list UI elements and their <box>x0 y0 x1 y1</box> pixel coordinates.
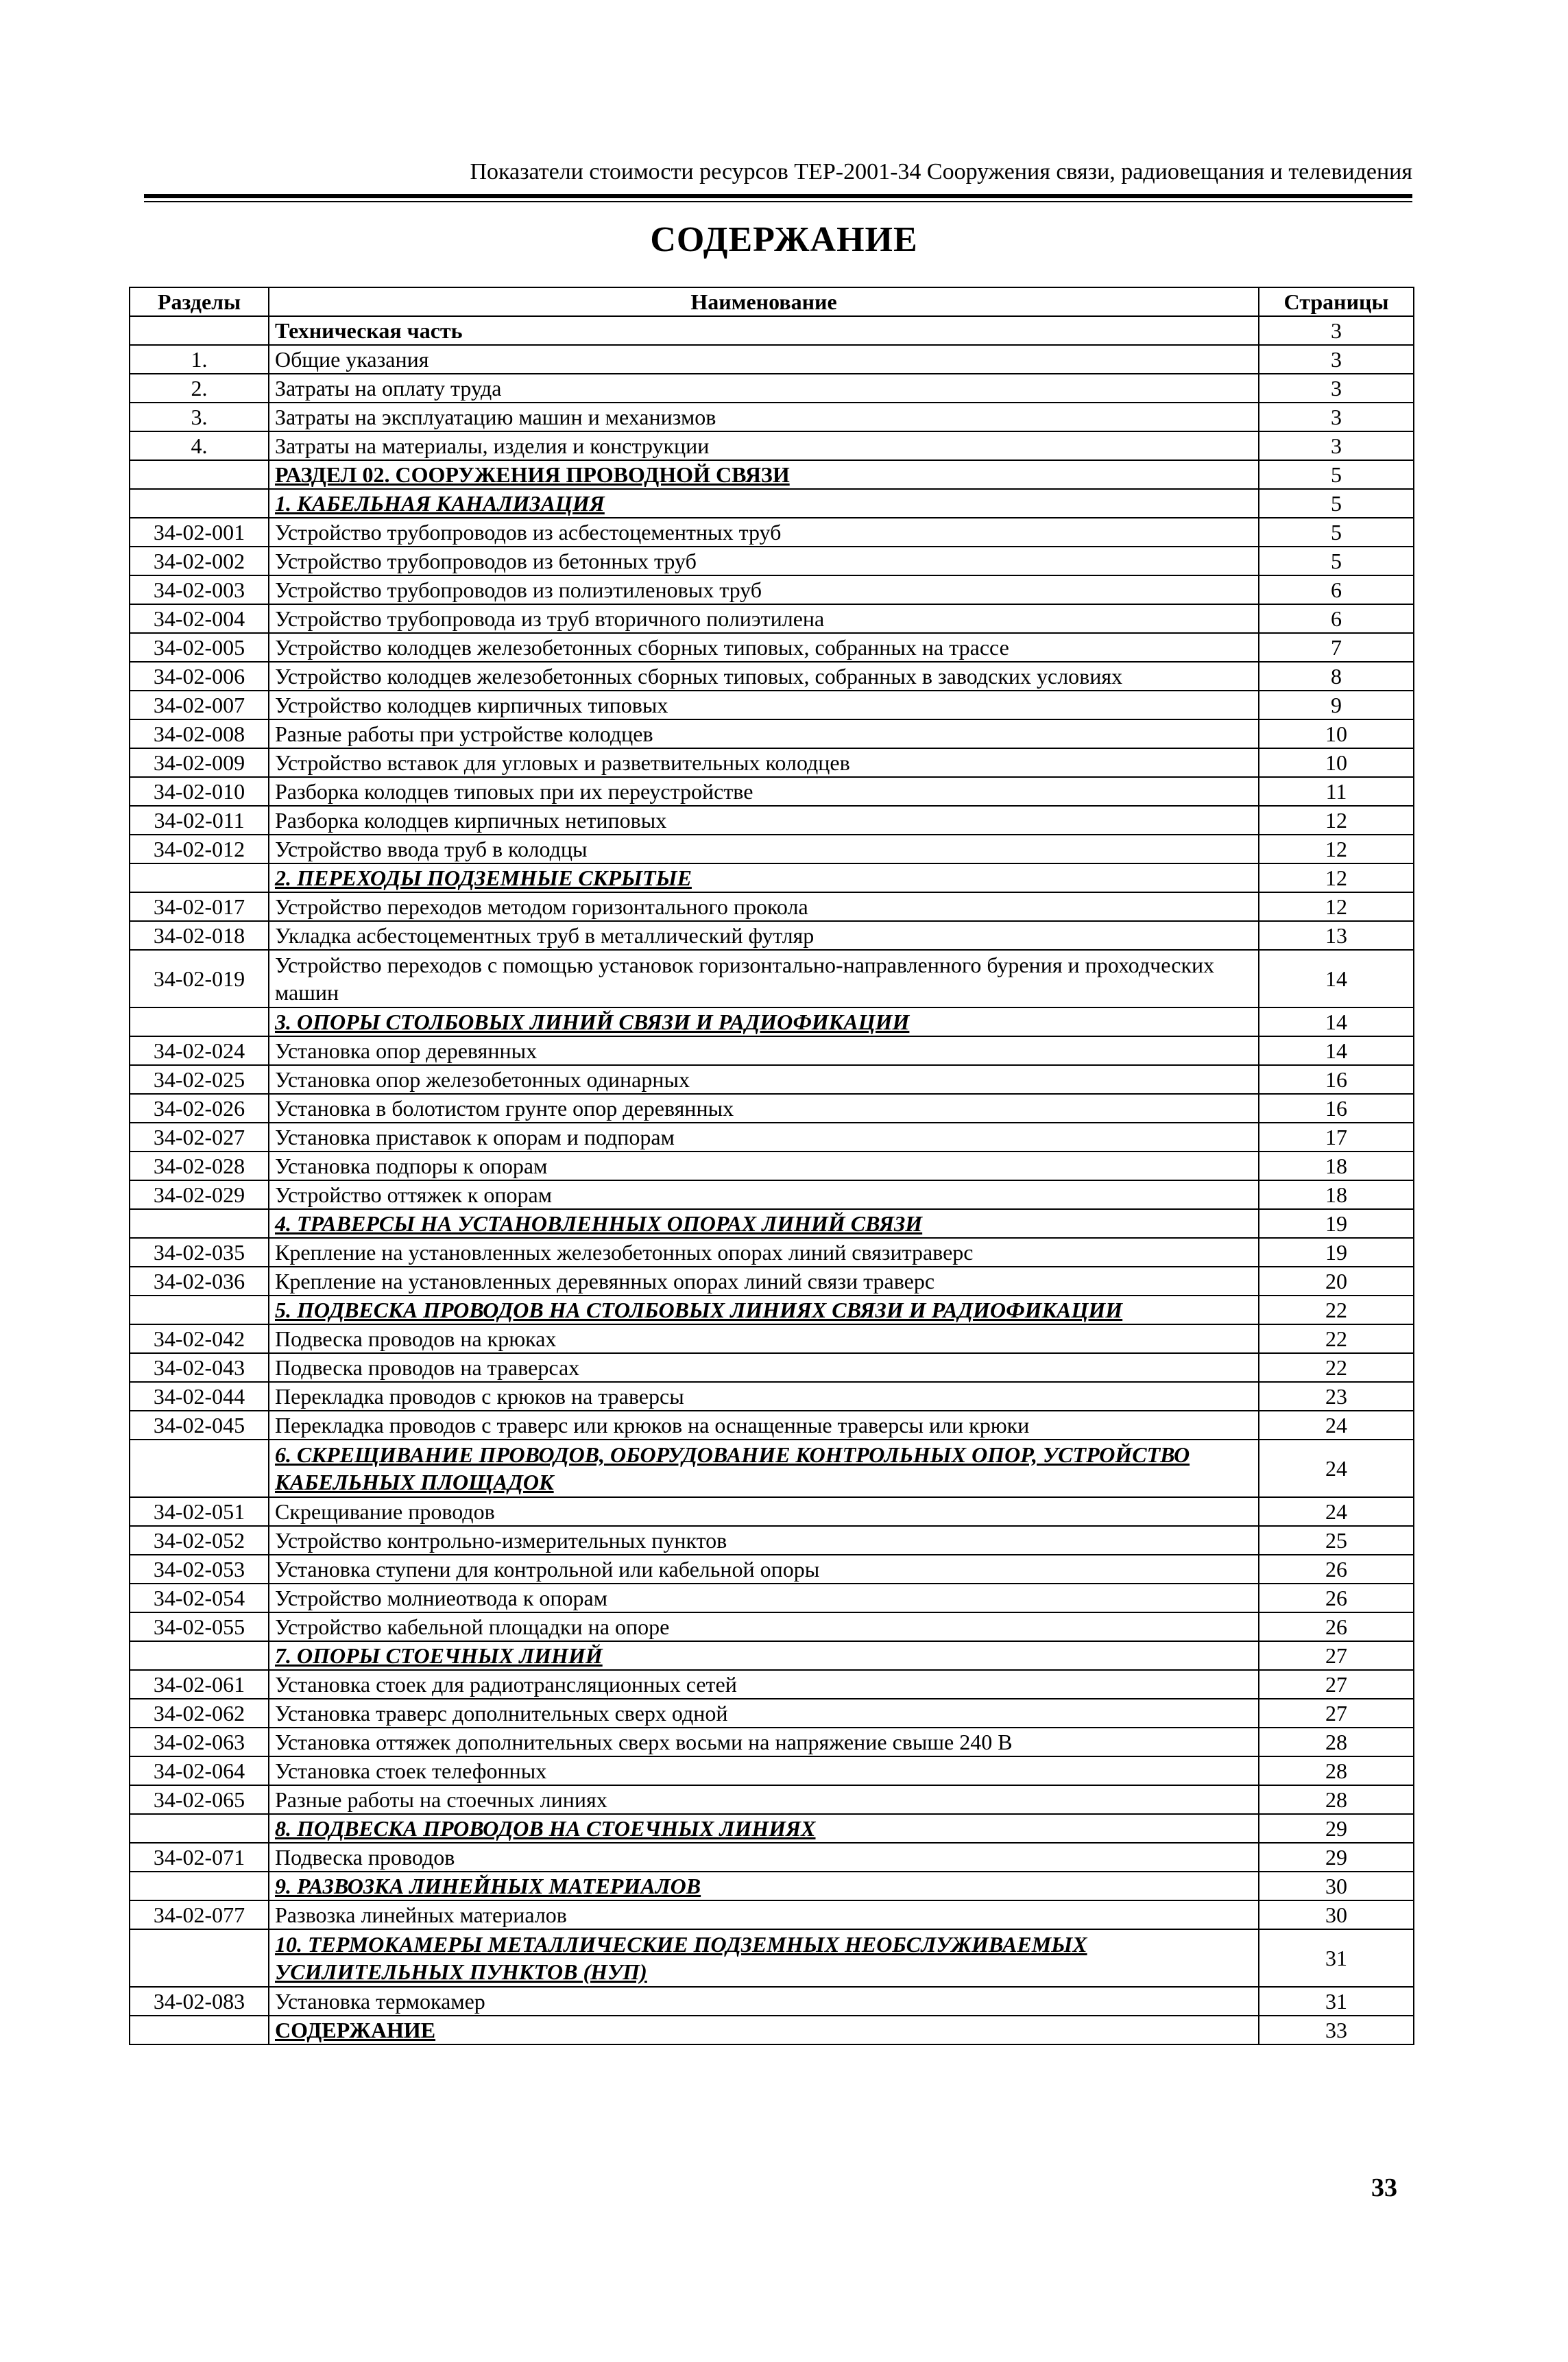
section-code-cell: 34-02-007 <box>130 691 269 719</box>
section-name-cell: Установка опор железобетонных одинарных <box>269 1065 1259 1094</box>
page-number-cell: 17 <box>1259 1123 1414 1152</box>
section-code-cell: 34-02-029 <box>130 1180 269 1209</box>
page-number-cell: 10 <box>1259 719 1414 748</box>
section-name-cell: Установка траверс дополнительных сверх одной <box>269 1699 1259 1728</box>
section-name-cell: Устройство оттяжек к опорам <box>269 1180 1259 1209</box>
section-name-cell: 9. РАЗВОЗКА ЛИНЕЙНЫХ МАТЕРИАЛОВ <box>269 1872 1259 1900</box>
section-code-cell: 34-02-044 <box>130 1382 269 1411</box>
table-row <box>130 1584 1414 1612</box>
section-name-cell: 2. ПЕРЕХОДЫ ПОДЗЕМНЫЕ СКРЫТЫЕ <box>269 863 1259 892</box>
header-rule-thin <box>144 201 1412 202</box>
section-name-cell: Техническая часть <box>269 316 1259 345</box>
page-number-cell: 27 <box>1259 1641 1414 1670</box>
section-code-cell: 34-02-028 <box>130 1152 269 1180</box>
page-number-cell: 27 <box>1259 1699 1414 1728</box>
section-name-cell: Крепление на установленных железобетонных опорах линий связитраверс <box>269 1238 1259 1267</box>
section-code-cell: 34-02-001 <box>130 518 269 547</box>
section-code-cell: 34-02-025 <box>130 1065 269 1094</box>
section-code-cell <box>130 1296 269 1324</box>
page-number-cell: 5 <box>1259 460 1414 489</box>
page-number: 33 <box>1371 2173 1397 2202</box>
page-number-cell: 14 <box>1259 1007 1414 1036</box>
page-number-cell: 24 <box>1259 1497 1414 1526</box>
page-number-cell: 12 <box>1259 806 1414 835</box>
column-header-pages: Страницы <box>1259 287 1414 316</box>
section-code-cell <box>130 1814 269 1843</box>
page-number-cell: 25 <box>1259 1526 1414 1555</box>
section-name-cell: Установка ступени для контрольной или кабельной опоры <box>269 1555 1259 1584</box>
section-code-cell <box>130 1440 269 1497</box>
table-row <box>130 719 1414 748</box>
section-code-cell: 34-02-024 <box>130 1036 269 1065</box>
section-code-cell: 34-02-063 <box>130 1728 269 1756</box>
section-code-cell: 34-02-052 <box>130 1526 269 1555</box>
section-code-cell: 34-02-009 <box>130 748 269 777</box>
section-code-cell <box>130 2016 269 2044</box>
table-row <box>130 575 1414 604</box>
running-header: Показатели стоимости ресурсов ТЕР-2001-34 Сооружения связи, радиовещания и телевидения <box>470 159 1412 184</box>
table-body <box>130 316 1414 2044</box>
section-name-cell: Устройство трубопроводов из асбестоцементных труб <box>269 518 1259 547</box>
section-code-cell: 34-02-018 <box>130 921 269 950</box>
page-number-cell: 19 <box>1259 1209 1414 1238</box>
section-code-cell: 2. <box>130 374 269 403</box>
table-row <box>130 2016 1414 2044</box>
table-row <box>130 662 1414 691</box>
table-row <box>130 1411 1414 1440</box>
section-code-cell: 34-02-008 <box>130 719 269 748</box>
section-name-cell: Установка стоек для радиотрансляционных сетей <box>269 1670 1259 1699</box>
table-row <box>130 403 1414 431</box>
table-row <box>130 892 1414 921</box>
page-number-cell: 33 <box>1259 2016 1414 2044</box>
table-row <box>130 1699 1414 1728</box>
section-name-cell: Устройство трубопроводов из полиэтиленовых труб <box>269 575 1259 604</box>
section-code-cell: 34-02-051 <box>130 1497 269 1526</box>
section-code-cell <box>130 1929 269 1987</box>
section-name-cell: СОДЕРЖАНИЕ <box>269 2016 1259 2044</box>
table-row <box>130 1612 1414 1641</box>
section-code-cell <box>130 460 269 489</box>
section-name-cell: Подвеска проводов <box>269 1843 1259 1872</box>
section-code-cell: 34-02-071 <box>130 1843 269 1872</box>
section-name-cell: Развозка линейных материалов <box>269 1900 1259 1929</box>
section-code-cell <box>130 1641 269 1670</box>
section-code-cell: 34-02-064 <box>130 1756 269 1785</box>
section-name-cell: Устройство колодцев кирпичных типовых <box>269 691 1259 719</box>
table-row <box>130 1670 1414 1699</box>
page-number-cell: 13 <box>1259 921 1414 950</box>
page-number-cell: 26 <box>1259 1584 1414 1612</box>
table-row <box>130 316 1414 345</box>
section-name-cell: Устройство кабельной площадки на опоре <box>269 1612 1259 1641</box>
page-number-cell: 6 <box>1259 604 1414 633</box>
table-row <box>130 1036 1414 1065</box>
section-name-cell: Затраты на эксплуатацию машин и механизмов <box>269 403 1259 431</box>
section-code-cell: 34-02-017 <box>130 892 269 921</box>
section-name-cell: Установка оттяжек дополнительных сверх восьми на напряжение свыше 240 В <box>269 1728 1259 1756</box>
section-code-cell: 34-02-045 <box>130 1411 269 1440</box>
table-row <box>130 1526 1414 1555</box>
page-number-cell: 26 <box>1259 1612 1414 1641</box>
page-number-cell: 5 <box>1259 489 1414 518</box>
section-name-cell: Устройство переходов методом горизонтального прокола <box>269 892 1259 921</box>
table-row <box>130 1872 1414 1900</box>
page-number-cell: 9 <box>1259 691 1414 719</box>
section-name-cell: Устройство молниеотвода к опорам <box>269 1584 1259 1612</box>
section-code-cell: 34-02-061 <box>130 1670 269 1699</box>
page-number-cell: 28 <box>1259 1756 1414 1785</box>
page-number-cell: 22 <box>1259 1324 1414 1353</box>
page-number-cell: 12 <box>1259 892 1414 921</box>
page-number-cell: 28 <box>1259 1728 1414 1756</box>
section-name-cell: Установка опор деревянных <box>269 1036 1259 1065</box>
section-code-cell: 34-02-043 <box>130 1353 269 1382</box>
page-number-cell: 24 <box>1259 1411 1414 1440</box>
section-code-cell: 34-02-062 <box>130 1699 269 1728</box>
section-name-cell: РАЗДЕЛ 02. СООРУЖЕНИЯ ПРОВОДНОЙ СВЯЗИ <box>269 460 1259 489</box>
table-row <box>130 1929 1414 1987</box>
table-row <box>130 691 1414 719</box>
page-number-cell: 18 <box>1259 1152 1414 1180</box>
section-code-cell <box>130 316 269 345</box>
section-code-cell: 34-02-042 <box>130 1324 269 1353</box>
table-row <box>130 748 1414 777</box>
section-name-cell: Установка в болотистом грунте опор деревянных <box>269 1094 1259 1123</box>
page-number-cell: 26 <box>1259 1555 1414 1584</box>
section-code-cell <box>130 1209 269 1238</box>
section-code-cell: 34-02-006 <box>130 662 269 691</box>
section-name-cell: Установка термокамер <box>269 1987 1259 2016</box>
table-row <box>130 1728 1414 1756</box>
table-row <box>130 863 1414 892</box>
section-code-cell: 1. <box>130 345 269 374</box>
table-row <box>130 1900 1414 1929</box>
table-row <box>130 806 1414 835</box>
page-number-cell: 14 <box>1259 950 1414 1007</box>
column-header-sections: Разделы <box>130 287 269 316</box>
table-row <box>130 1555 1414 1584</box>
section-name-cell: Скрещивание проводов <box>269 1497 1259 1526</box>
table-row <box>130 547 1414 575</box>
table-row <box>130 460 1414 489</box>
page-number-cell: 6 <box>1259 575 1414 604</box>
page-title: СОДЕРЖАНИЕ <box>650 220 918 259</box>
section-name-cell: Подвеска проводов на крюках <box>269 1324 1259 1353</box>
page-number-cell: 29 <box>1259 1843 1414 1872</box>
section-name-cell: Устройство трубопровода из труб вторичного полиэтилена <box>269 604 1259 633</box>
section-code-cell: 34-02-005 <box>130 633 269 662</box>
table-row <box>130 921 1414 950</box>
table-row <box>130 1065 1414 1094</box>
table-row <box>130 1094 1414 1123</box>
section-code-cell: 34-02-035 <box>130 1238 269 1267</box>
page-number-cell: 5 <box>1259 518 1414 547</box>
table-row <box>130 1756 1414 1785</box>
page-number-cell: 30 <box>1259 1872 1414 1900</box>
table-row <box>130 950 1414 1007</box>
section-name-cell: 1. КАБЕЛЬНАЯ КАНАЛИЗАЦИЯ <box>269 489 1259 518</box>
section-name-cell: Устройство вставок для угловых и разветвительных колодцев <box>269 748 1259 777</box>
page-number-cell: 10 <box>1259 748 1414 777</box>
table-row <box>130 374 1414 403</box>
section-name-cell: Устройство трубопроводов из бетонных труб <box>269 547 1259 575</box>
section-name-cell: Разборка колодцев кирпичных нетиповых <box>269 806 1259 835</box>
section-name-cell: Установка подпоры к опорам <box>269 1152 1259 1180</box>
page-number-cell: 22 <box>1259 1353 1414 1382</box>
table-row <box>130 1814 1414 1843</box>
section-name-cell: Затраты на материалы, изделия и конструкции <box>269 431 1259 460</box>
page-number-cell: 27 <box>1259 1670 1414 1699</box>
column-header-name: Наименование <box>269 287 1259 316</box>
section-code-cell: 34-02-054 <box>130 1584 269 1612</box>
section-code-cell: 34-02-011 <box>130 806 269 835</box>
section-code-cell: 34-02-012 <box>130 835 269 863</box>
section-name-cell: Разборка колодцев типовых при их переустройстве <box>269 777 1259 806</box>
section-name-cell: 8. ПОДВЕСКА ПРОВОДОВ НА СТОЕЧНЫХ ЛИНИЯХ <box>269 1814 1259 1843</box>
section-code-cell: 34-02-019 <box>130 950 269 1007</box>
section-name-cell: Общие указания <box>269 345 1259 374</box>
page-number-cell: 20 <box>1259 1267 1414 1296</box>
page-number-cell: 24 <box>1259 1440 1414 1497</box>
table-row <box>130 604 1414 633</box>
table-row <box>130 1267 1414 1296</box>
section-name-cell: Установка стоек телефонных <box>269 1756 1259 1785</box>
section-code-cell: 34-02-083 <box>130 1987 269 2016</box>
page-number-cell: 11 <box>1259 777 1414 806</box>
table-row <box>130 1180 1414 1209</box>
section-code-cell: 34-02-004 <box>130 604 269 633</box>
page-number-cell: 30 <box>1259 1900 1414 1929</box>
page-number-cell: 14 <box>1259 1036 1414 1065</box>
table-row <box>130 1238 1414 1267</box>
section-name-cell: Разные работы на стоечных линиях <box>269 1785 1259 1814</box>
section-code-cell: 34-02-003 <box>130 575 269 604</box>
table-row <box>130 1296 1414 1324</box>
section-code-cell: 34-02-026 <box>130 1094 269 1123</box>
page-number-cell: 3 <box>1259 403 1414 431</box>
section-name-cell: 10. ТЕРМОКАМЕРЫ МЕТАЛЛИЧЕСКИЕ ПОДЗЕМНЫХ НЕОБСЛУЖИВАЕМЫХ УСИЛИТЕЛЬНЫХ ПУНКТОВ (НУП) <box>269 1929 1259 1987</box>
table-row <box>130 1324 1414 1353</box>
table-row <box>130 489 1414 518</box>
page-number-cell: 12 <box>1259 835 1414 863</box>
page-number-cell: 3 <box>1259 374 1414 403</box>
section-name-cell: Устройство ввода труб в колодцы <box>269 835 1259 863</box>
header-rule-thick <box>144 194 1412 198</box>
section-name-cell: 7. ОПОРЫ СТОЕЧНЫХ ЛИНИЙ <box>269 1641 1259 1670</box>
table-header-row <box>130 287 1414 316</box>
section-code-cell: 34-02-027 <box>130 1123 269 1152</box>
page-number-cell: 19 <box>1259 1238 1414 1267</box>
page-number-cell: 7 <box>1259 633 1414 662</box>
section-name-cell: 3. ОПОРЫ СТОЛБОВЫХ ЛИНИЙ СВЯЗИ И РАДИОФИКАЦИИ <box>269 1007 1259 1036</box>
page-number-cell: 31 <box>1259 1987 1414 2016</box>
section-code-cell: 3. <box>130 403 269 431</box>
section-name-cell: 4. ТРАВЕРСЫ НА УСТАНОВЛЕННЫХ ОПОРАХ ЛИНИЙ СВЯЗИ <box>269 1209 1259 1238</box>
section-code-cell: 34-02-055 <box>130 1612 269 1641</box>
page-number-cell: 18 <box>1259 1180 1414 1209</box>
section-code-cell: 34-02-010 <box>130 777 269 806</box>
section-name-cell: Подвеска проводов на траверсах <box>269 1353 1259 1382</box>
contents-table <box>129 287 1414 2045</box>
section-name-cell: Укладка асбестоцементных труб в металлический футляр <box>269 921 1259 950</box>
section-code-cell: 4. <box>130 431 269 460</box>
page-number-cell: 31 <box>1259 1929 1414 1987</box>
section-code-cell <box>130 489 269 518</box>
table-row <box>130 518 1414 547</box>
section-name-cell: Разные работы при устройстве колодцев <box>269 719 1259 748</box>
page-number-cell: 16 <box>1259 1065 1414 1094</box>
section-name-cell: Установка приставок к опорам и подпорам <box>269 1123 1259 1152</box>
table-row <box>130 1987 1414 2016</box>
table-row <box>130 1843 1414 1872</box>
table-row <box>130 1785 1414 1814</box>
section-code-cell: 34-02-077 <box>130 1900 269 1929</box>
table-row <box>130 1123 1414 1152</box>
table-row <box>130 1382 1414 1411</box>
table-row <box>130 345 1414 374</box>
section-code-cell: 34-02-002 <box>130 547 269 575</box>
table-row <box>130 431 1414 460</box>
section-name-cell: Затраты на оплату труда <box>269 374 1259 403</box>
table-row <box>130 1152 1414 1180</box>
table-row <box>130 1497 1414 1526</box>
table-row <box>130 1209 1414 1238</box>
section-name-cell: Устройство колодцев железобетонных сборных типовых, собранных на трассе <box>269 633 1259 662</box>
page-number-cell: 12 <box>1259 863 1414 892</box>
section-name-cell: 6. СКРЕЩИВАНИЕ ПРОВОДОВ, ОБОРУДОВАНИЕ КОНТРОЛЬНЫХ ОПОР, УСТРОЙСТВО КАБЕЛЬНЫХ ПЛОЩАДОК <box>269 1440 1259 1497</box>
section-code-cell: 34-02-053 <box>130 1555 269 1584</box>
page-number-cell: 3 <box>1259 316 1414 345</box>
section-name-cell: Устройство колодцев железобетонных сборных типовых, собранных в заводских условиях <box>269 662 1259 691</box>
page-number-cell: 3 <box>1259 345 1414 374</box>
table-row <box>130 835 1414 863</box>
page-number-cell: 16 <box>1259 1094 1414 1123</box>
table-row <box>130 1007 1414 1036</box>
section-name-cell: 5. ПОДВЕСКА ПРОВОДОВ НА СТОЛБОВЫХ ЛИНИЯХ СВЯЗИ И РАДИОФИКАЦИИ <box>269 1296 1259 1324</box>
table-row <box>130 1353 1414 1382</box>
section-code-cell: 34-02-036 <box>130 1267 269 1296</box>
page-number-cell: 5 <box>1259 547 1414 575</box>
table-row <box>130 1440 1414 1497</box>
section-code-cell <box>130 863 269 892</box>
section-name-cell: Перекладка проводов с крюков на траверсы <box>269 1382 1259 1411</box>
section-name-cell: Устройство переходов с помощью установок горизонтально-направленного бурения и проходческих машин <box>269 950 1259 1007</box>
page-number-cell: 8 <box>1259 662 1414 691</box>
section-code-cell <box>130 1872 269 1900</box>
section-code-cell <box>130 1007 269 1036</box>
table-row <box>130 633 1414 662</box>
page-number-cell: 3 <box>1259 431 1414 460</box>
section-code-cell: 34-02-065 <box>130 1785 269 1814</box>
table-row <box>130 777 1414 806</box>
page-number-cell: 23 <box>1259 1382 1414 1411</box>
table-row <box>130 1641 1414 1670</box>
page-number-cell: 28 <box>1259 1785 1414 1814</box>
page-number-cell: 29 <box>1259 1814 1414 1843</box>
section-name-cell: Устройство контрольно-измерительных пунктов <box>269 1526 1259 1555</box>
section-name-cell: Крепление на установленных деревянных опорах линий связи траверс <box>269 1267 1259 1296</box>
page-number-cell: 22 <box>1259 1296 1414 1324</box>
section-name-cell: Перекладка проводов с траверс или крюков на оснащенные траверсы или крюки <box>269 1411 1259 1440</box>
